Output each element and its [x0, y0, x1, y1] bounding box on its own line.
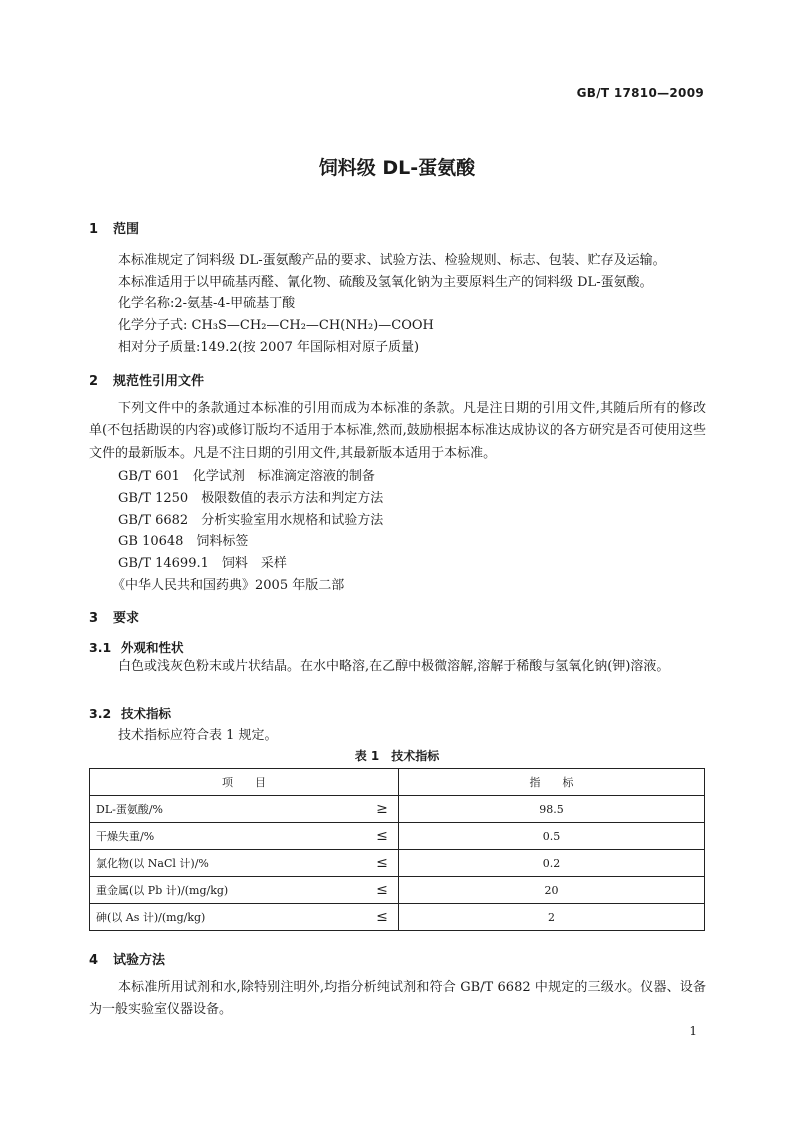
paragraph: 下列文件中的条款通过本标准的引用而成为本标准的条款。凡是注日期的引用文件,其随后所有的修改单(不包括勘误的内容)或修订版均不适用于本标准,然而,鼓励根据本标准达成协议的各方研究是否可使用这些文件的最新版本。凡是不注日期的引用文件,其最新版本适用于本标准。: [89, 401, 706, 461]
row-item: 氯化物(以 NaCl 计)/%: [90, 850, 367, 877]
section-title: 规范性引用文件: [113, 374, 205, 389]
table-caption: 表 1 技术指标: [354, 749, 440, 763]
row-value: 20: [399, 877, 705, 904]
section-3-heading: [89, 607, 139, 626]
subsection-number: 3.2: [89, 706, 112, 721]
reference-item: GB/T 6682 分析实验室用水规格和试验方法: [118, 513, 384, 528]
paragraph: 白色或浅灰色粉末或片状结晶。在水中略溶,在乙醇中极微溶解,溶解于稀酸与氢氧化钠(钾)溶液。: [118, 659, 670, 674]
table-row: [90, 877, 705, 904]
paragraph: 本标准规定了饲料级 DL-蛋氨酸产品的要求、试验方法、检验规则、标志、包装、贮存及运输。: [118, 253, 666, 268]
row-symbol: ≤: [366, 904, 399, 931]
subsection-number: 3.1: [89, 640, 112, 655]
section-title: 要求: [113, 611, 140, 626]
section-1-heading: [89, 218, 139, 237]
section-4-heading: [89, 949, 165, 968]
row-value: 98.5: [399, 796, 705, 823]
table-row: [90, 850, 705, 877]
section-title: 试验方法: [113, 953, 166, 968]
reference-item: GB/T 14699.1 饲料 采样: [118, 556, 287, 571]
section-2-heading: [89, 370, 204, 389]
row-symbol: ≤: [366, 877, 399, 904]
chemical-name: 化学名称:2-氨基-4-甲硫基丁酸: [118, 296, 296, 311]
section-number: 1: [89, 222, 99, 237]
molecular-weight: 相对分子质量:149.2(按 2007 年国际相对原子质量): [118, 340, 420, 355]
row-item: 砷(以 As 计)/(mg/kg): [90, 904, 367, 931]
row-value: 2: [399, 904, 705, 931]
paragraph: 本标准所用试剂和水,除特别注明外,均指分析纯试剂和符合 GB/T 6682 中规定的三级水。仪器、设备为一般实验室仪器设备。: [89, 980, 706, 1018]
reference-item: GB/T 601 化学试剂 标准滴定溶液的制备: [118, 469, 375, 484]
page-number: 1: [689, 1024, 697, 1038]
subsection-3-2-heading: [89, 704, 171, 722]
table-header-row: [90, 769, 705, 796]
section-title: 范围: [113, 222, 140, 237]
row-item: DL-蛋氨酸/%: [90, 796, 367, 823]
section-number: 4: [89, 953, 99, 968]
row-value: 0.5: [399, 823, 705, 850]
header-value: 指 标: [399, 769, 705, 796]
table-row: [90, 904, 705, 931]
paragraph: 本标准适用于以甲硫基丙醛、氰化物、硫酸及氢氧化钠为主要原料生产的饲料级 DL-蛋氨酸。: [118, 275, 653, 290]
row-symbol: ≤: [366, 823, 399, 850]
subsection-3-1-heading: [89, 638, 184, 656]
row-value: 0.2: [399, 850, 705, 877]
section-number: 2: [89, 374, 99, 389]
subsection-title: 技术指标: [121, 706, 172, 721]
section-number: 3: [89, 611, 99, 626]
row-symbol: ≤: [366, 850, 399, 877]
reference-item: GB 10648 饲料标签: [118, 534, 249, 549]
reference-item: 《中华人民共和国药典》2005 年版二部: [112, 578, 345, 593]
row-item: 重金属(以 Pb 计)/(mg/kg): [90, 877, 367, 904]
paragraph: 技术指标应符合表 1 规定。: [118, 728, 278, 743]
reference-item: GB/T 1250 极限数值的表示方法和判定方法: [118, 491, 384, 506]
spec-table: [89, 768, 705, 931]
document-title: 饲料级 DL-蛋氨酸: [318, 157, 476, 179]
subsection-title: 外观和性状: [121, 640, 184, 655]
header-item: 项 目: [90, 769, 399, 796]
table-row: [90, 796, 705, 823]
row-item: 干燥失重/%: [90, 823, 367, 850]
table-row: [90, 823, 705, 850]
chemical-formula: 化学分子式: CH₃S—CH₂—CH₂—CH(NH₂)—COOH: [118, 318, 434, 333]
row-symbol: ≥: [366, 796, 399, 823]
standard-number: GB/T 17810—2009: [576, 86, 704, 100]
